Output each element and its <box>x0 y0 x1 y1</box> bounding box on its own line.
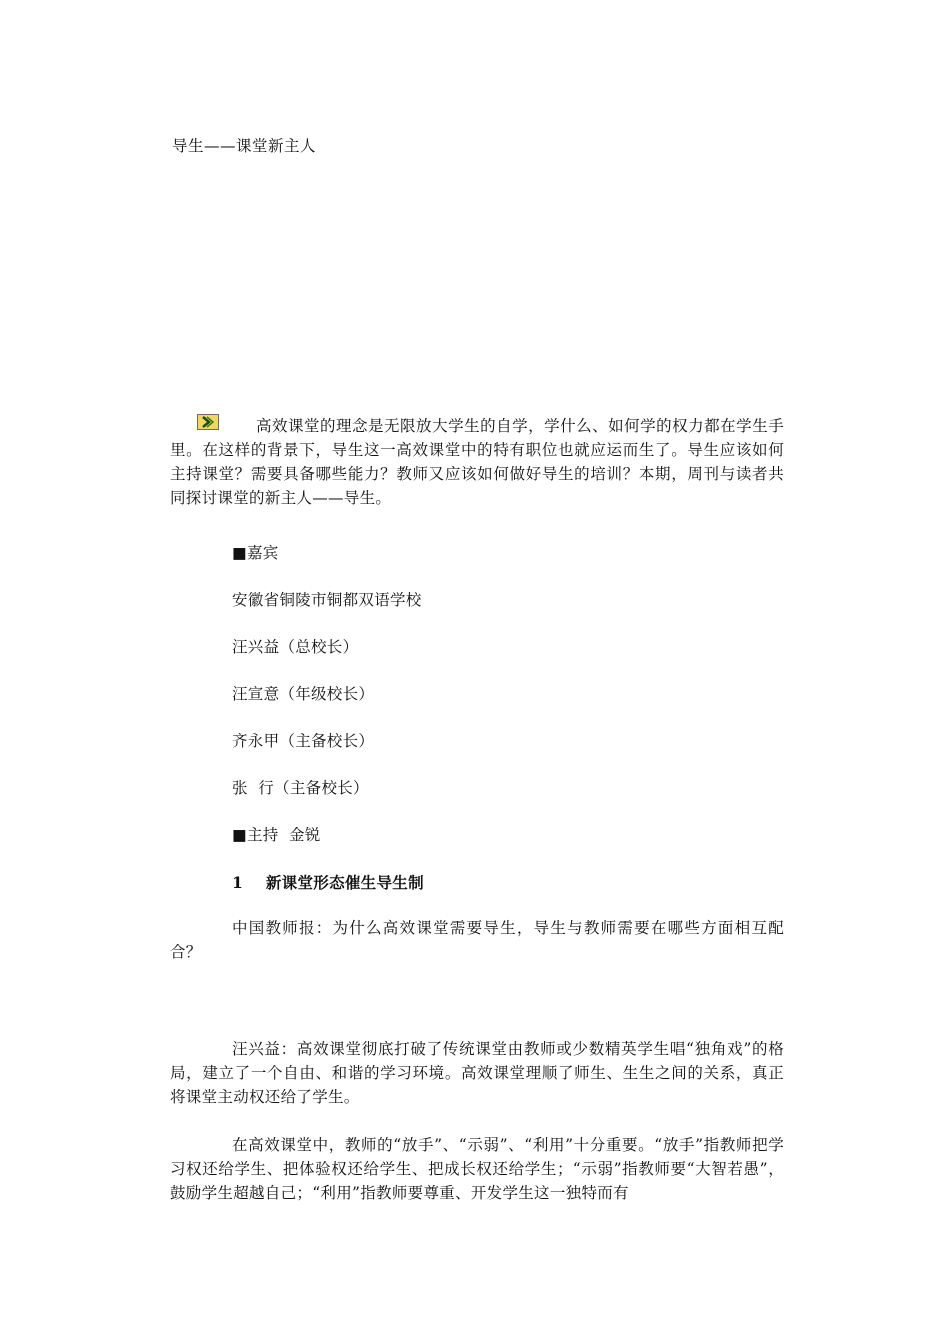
answer-paragraph: 汪兴益：高效课堂彻底打破了传统课堂由教师或少数精英学生唱“独角戏”的格局，建立了一个自由、和谐的学习环境。高效课堂理顺了师生、生生之间的关系，真正将课堂主动权还给了学生。 <box>170 1040 784 1106</box>
question-paragraph: 中国教师报：为什么高效课堂需要导生，导生与教师需要在哪些方面相互配合？ <box>170 919 784 961</box>
guest-item: 张 行（主备校长） <box>232 779 369 797</box>
answer-paragraph: 在高效课堂中，教师的“放手”、“示弱”、“利用”十分重要。“放手”指教师把学习权还给学生、把体验权还给学生、把成长权还给学生；“示弱”指教师要“大智若愚”，鼓励学生超越自己；“利用”指教师要尊重、开发学生这一独特而有 <box>170 1136 784 1202</box>
section-heading: 1 新课堂形态催生导生制 <box>232 873 424 892</box>
host-line: ■主持 金锐 <box>232 826 321 844</box>
guests-heading: ■嘉宾 <box>232 544 279 562</box>
document-title: 导生——课堂新主人 <box>172 137 317 155</box>
guest-item: 齐永甲（主备校长） <box>232 732 375 750</box>
guest-item: 汪宣意（年级校长） <box>232 685 375 703</box>
guest-item: 汪兴益（总校长） <box>232 638 359 656</box>
school-name: 安徽省铜陵市铜都双语学校 <box>232 591 422 609</box>
intro-paragraph: 高效课堂的理念是无限放大学生的自学，学什么、如何学的权力都在学生手里。在这样的背景下，导生这一高效课堂中的特有职位也就应运而生了。导生应该如何主持课堂？需要具备哪些能力？教师又应该如何做好导生的培训？本期，周刊与读者共同探讨课堂的新主人——导生。 <box>170 417 784 507</box>
